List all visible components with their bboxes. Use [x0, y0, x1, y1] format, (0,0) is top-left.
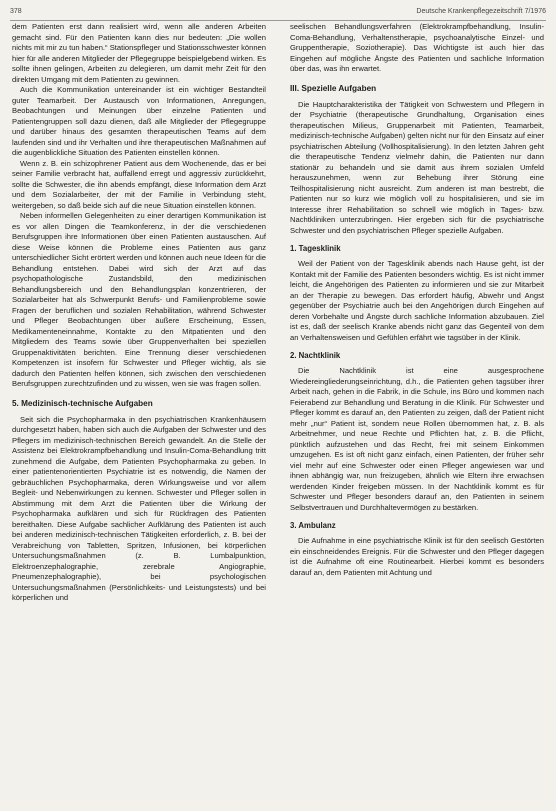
paragraph: Wenn z. B. ein schizophrener Patient aus dem Wochenende, das er bei seiner Familie verbracht hat, auffallend erregt und aggressiv zurückkehrt, sollte die Schwester, die ihn abends empfängt, diese Information dem Arzt und dem Sozialarbeiter, der mit der Familie in Verbindung steht, weitergeben, so daß beide sich auf die neue Situation einstellen können. — [12, 158, 266, 210]
paragraph: Neben informellen Gelegenheiten zu einer derartigen Kommunikation ist es vor allen Dingen die Teamkonferenz, in der die verschiedenen Berufsgruppen ihre Informationen über einen Patienten austauschen. Auf diese Weise können die Probleme eines Patienten aus ganz unterschiedlicher Sicht erörtert werden und können auch neue Ideen für die Behandlung entstehen. Dabei wird sich der Arzt auf das psychopathologische Zustandsbild, den medizinischen Behandlungsbereich und den Behandlungsplan konzentrieren, der Sozialarbeiter hat als Schwerpunkt Berufs- und Familienprobleme sowie Fragen der beruflichen und sozialen Rehabilitation, während Schwester und Pfleger Beobachtungen über äußere Erscheinung, Essen, Medikamenteneinnahme, Kontakte zu den Mitpatienten und den Mitgliedern des Teams sowie über Gruppenverhalten bei speziellen Gruppenaktivitäten berichten. Eine Trennung dieser verschiedenen Kompetenzen ist insofern für Schwester und Pfleger wichtig, als sie dadurch den Patienten helfen können, sich zwischen den verschiedenen Berufsgruppen zurechtzufinden und zu wissen, wen sie was fragen sollen. — [12, 211, 266, 388]
subsection-heading: 2. Nachtklinik — [290, 351, 341, 360]
paragraph: Auch die Kommunikation untereinander ist ein wichtiger Bestandteil guter Teamarbeit. Der Austausch von Informationen, Anregungen, Beobachtungen und Meinungen über einzelne Patienten und Patientengruppen soll dazu dienen, daß alle Mitglieder der Pflegegruppe und darüber hinaus des gesamten therapeutischen Teams auf dem laufenden sind und ihr Verhalten und ihre therapeutischen Maßnahmen auf die augenblickliche Situation des Patienten einstellen können. — [12, 85, 266, 157]
page-number: 378 — [10, 8, 22, 15]
section-heading: 5. Medizinisch-technische Aufgaben — [12, 398, 153, 408]
paragraph: seelischen Behandlungsverfahren (Elektrokrampfbehandlung, Insulin-Coma-Behandlung, Verhaltenstherapie, psychoanalytische Einzel- und Gruppentherapie, Soziotherapie). Das Wichtigste ist auch hier das Eingehen auf mögliche Ängste des Patienten und sachliche Information über das, was ihn erwartet. — [290, 22, 544, 73]
section-heading: III. Spezielle Aufgaben — [290, 83, 377, 93]
paragraph: Seit sich die Psychopharmaka in den psychiatrischen Krankenhäusern durchgesetzt haben, haben sich auch die Aufgaben der Schwester und des Pflegers im medizinisch-technischen Bereich gewandelt. An die Stelle der Assistenz bei Elektrokrampfbehandlung und Insulin-Coma-Behandlung tritt zunehmend die Aufgabe, dem Patienten Psychopharmaka zu geben. In einer patientenorientierten Psychiatrie ist es notwendig, die Namen der gebräuchlichen Psychopharmaka, deren Wirkungsweise und vor allem Begleit- und Nebenwirkungen zu kennen. Schwester und Pfleger sollen in Abstimmung mit dem Arzt die Patienten über die Wirkung der Psychopharmaka aufklären und sich für Rückfragen des Patienten bereithalten. Diese Aufgabe sachlicher Aufklärung des Patienten ist auch bei anderen medizinisch-technischen Tätigkeiten erforderlich, z. B. bei der Verabreichung von Tabletten, Spritzen, Infusionen, bei körperlichen Untersuchungsmaßnahmen (z. B. Lumbalpunktion, Elektroenzephalographie, zerebrale Angiographie, Pneumenzephalographie), bei psychologischen Untersuchungsmaßnahmen (Persönlichkeits- und Leistungstests) und bei körperlichen und — [12, 414, 266, 602]
running-header — [10, 8, 546, 21]
subsection-heading: 3. Ambulanz — [290, 521, 336, 530]
right-column — [290, 22, 544, 806]
paragraph: Weil der Patient von der Tagesklinik abends nach Hause geht, ist der Kontakt mit der Familie des Patienten besonders wichtig. Es ist nicht immer leicht, die Angehörigen des Patienten zu informieren und sie zur Mitarbeit an der Therapie zu bewegen. Das erfordert häufig, Abwehr und Angst gegenüber der Psychiatrie auch bei den Angehörigen durch Eingehen auf deren Vorbehalte und Ängste durch sachliche Information abzubauen. Ziel ist es, daß der seelisch Kranke abends nicht ganz das Gegenteil von dem an Verhaltensweisen und Gefühlen erfährt wie tagsüber in der Klinik. — [290, 259, 544, 342]
paragraph: Die Nachtklinik ist eine ausgesprochene Wiedereingliederungseinrichtung, d.h., die Patienten gehen tagsüber ihrer Arbeit nach, gehen in die Fabrik, in die Schule, ins Büro und kommen nach Feierabend zur Behandlung und Beratung in die Klinik. Für Schwester und Pfleger kommt es darauf an, den Patienten zu zeigen, daß der Patient nicht mehr „nur“ Patient ist, sondern neue Rollen übernommen hat, z. B. als Arbeitnehmer, und neue Rechte und Pflichten hat, z. B. die Pflicht, pünktlich aufzustehen und das Recht, frei mit seinem Einkommen umzugehen. Es ist oft nicht ganz einfach, einen Patienten, der früher sehr viel mehr auf eine Schwester oder einen Pfleger angewiesen war und ihnen abhängig war, nun freizugeben, ähnlich wie Eltern ihre erwachsen werdenden Kinder freigeben müssen. In der Nachtklinik kommt es für Schwester und Pfleger besonders darauf an, den Patienten in seinem Selbstvertrauen und Durchhaltevermögen zu bestärken. — [290, 366, 544, 512]
left-column — [12, 22, 266, 806]
paragraph: Die Aufnahme in eine psychiatrische Klinik ist für den seelisch Gestörten ein einschneidendes Ereignis. Für die Schwester und den Pfleger dagegen ist die Aufnahme oft eine Routinearbeit. Hierbei kommt es besonders darauf an, dem Patienten mit Achtung und — [290, 536, 544, 577]
paragraph: dem Patienten erst dann realisiert wird, wenn alle anderen Arbeiten gemacht sind. Für den Patienten kann dies nur bedeuten: „Die wollen nichts mit mir zu tun haben.“ Stationspfleger und Stationsschwester können hier für alle anderen Mitglieder der Pflegegruppe beispielgebend wirken. Es sollte ihnen gelingen, Arbeiten zu delegieren, um damit mehr Zeit für den direkten Umgang mit dem Patienten zu gewinnen. — [12, 22, 266, 84]
paragraph: Die Hauptcharakteristika der Tätigkeit von Schwestern und Pflegern in der Psychiatrie (therapeutische Grundhaltung, Organisation eines therapeutischen Milieus, Gruppenarbeit mit Patienten, Teamarbeit, medizinisch-technische Aufgaben) gelten nicht nur für den Einsatz auf einer psychiatrischen Abteilung (Vollhospitalisierung). In den letzten Jahren geht die therapeutische Tendenz vielmehr dahin, die Patienten nur dann stationär zu behandeln und sie damit aus ihrem sozialen Umfeld herauszunehmen, wenn zur Behebung ihrer Störung eine Teilhospitalisierung nicht ausreicht. Zum anderen ist man bestrebt, die Patienten nur so kurz wie möglich voll zu hospitalisieren, und sie im Interesse ihrer Rehabilitation so schnell wie möglich in Tages- bzw. Nachtkliniken unterzubringen. Hier ergeben sich für die psychiatrische Schwester und den psychiatrischen Pfleger spezielle Aufgaben. — [290, 99, 544, 235]
journal-title: Deutsche Krankenpflegezeitschrift 7/1976 — [416, 8, 546, 15]
subsection-heading: 1. Tagesklinik — [290, 244, 341, 253]
